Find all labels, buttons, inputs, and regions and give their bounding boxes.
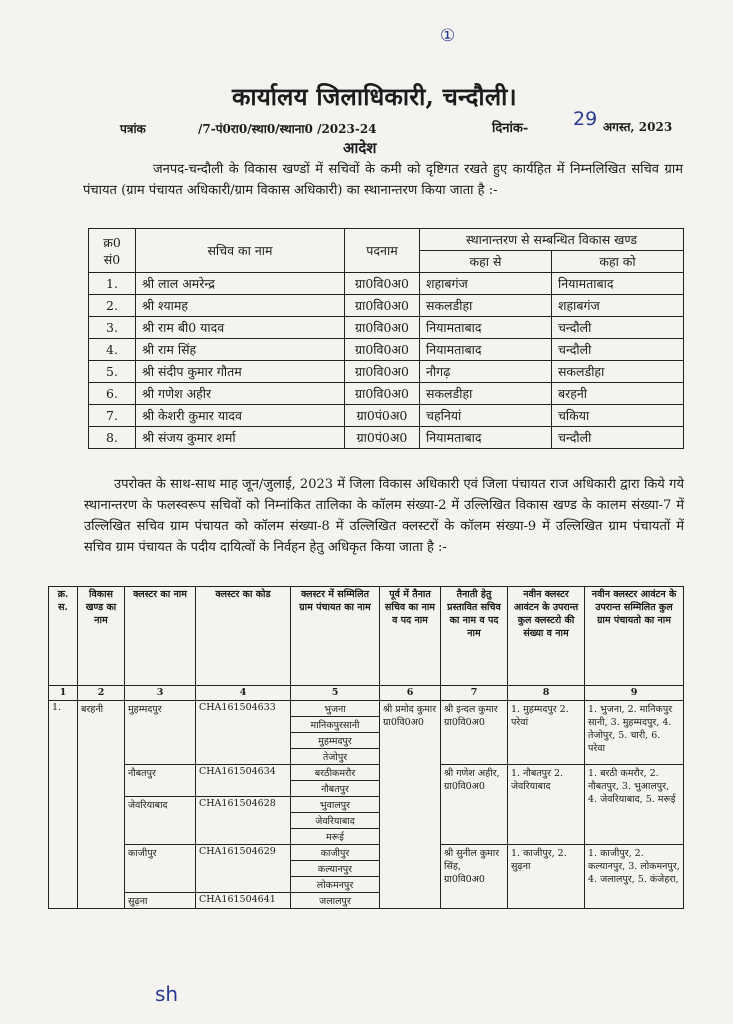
cell-cluster-name: नौबतपुर: [125, 765, 196, 797]
cluster-col-header: नवीन क्लस्टर आवंटन के उपरान्त कुल क्लस्टरो की संख्या व नाम: [508, 587, 585, 686]
cluster-col-header: क्लस्टर में सम्मिलित ग्राम पंचायत का नाम: [291, 587, 380, 686]
table-row: [89, 273, 684, 295]
cell-from: नौगढ़: [420, 361, 552, 383]
cell-panchayat: जेवरियाबाद: [291, 813, 380, 829]
cell-panchayat: जलालपुर: [291, 893, 380, 909]
table-row: [89, 427, 684, 449]
cell-name: श्री संदीप कुमार गौतम: [136, 361, 345, 383]
cell-post: ग्रा0पं0अ0: [345, 427, 420, 449]
cell-panchayat: भुवालपुर: [291, 797, 380, 813]
table-row: [89, 317, 684, 339]
cluster-table: [48, 586, 684, 909]
cell-cluster-code: CHA161504633: [196, 701, 291, 765]
cell-from: चहनियां: [420, 405, 552, 427]
col-sr: क्र0 सं0: [89, 229, 136, 273]
cell-name: श्री केशरी कुमार यादव: [136, 405, 345, 427]
cell-to: चन्दौली: [551, 427, 683, 449]
cell-panchayat: मरूई: [291, 829, 380, 845]
cluster-table-body: [49, 701, 684, 909]
cell-from: सकलडीहा: [420, 383, 552, 405]
cluster-col-header: तैनाती हेतु प्रस्तावित सचिव का नाम व पद नाम: [441, 587, 508, 686]
cell-name: श्री राम बी0 यादव: [136, 317, 345, 339]
table-row: [49, 765, 684, 781]
cluster-table-header: [49, 587, 684, 686]
cell-sr: 1.: [49, 701, 78, 909]
cell-panchayat: मुहम्मदपुर: [291, 733, 380, 749]
cluster-table-col-numbers: [49, 686, 684, 701]
page-number: ①: [440, 26, 456, 46]
col-to: कहा को: [551, 251, 683, 273]
cell-panchayat: मानिकपुरसानी: [291, 717, 380, 733]
table-row: [49, 701, 684, 717]
cell-secretary: श्री सुनील कुमार सिंह, ग्रा0वि0अ0: [441, 845, 508, 909]
date-day-handwritten: 29: [573, 108, 598, 130]
col-post: पदनाम: [345, 229, 420, 273]
cell-cluster-name: मुहम्मदपुर: [125, 701, 196, 765]
col-number: 8: [508, 686, 585, 701]
cell-prev-secretary: श्री प्रमोद कुमार ग्रा0वि0अ0: [380, 701, 441, 909]
col-block: स्थानान्तरण से सम्बन्धित विकास खण्ड: [420, 229, 684, 251]
cell-panchayat: लोकमनपुर: [291, 877, 380, 893]
cell-post: ग्रा0वि0अ0: [345, 339, 420, 361]
col-name: सचिव का नाम: [136, 229, 345, 273]
cell-sr: 8.: [89, 427, 136, 449]
intro-paragraph: जनपद-चन्दौली के विकास खण्डों में सचिवों के कमी को दृष्टिगत रखते हुए कार्यहित में निम्नलिखित सचिव ग्राम पंचायत (ग्राम पंचायत अधिकारी/ग्राम विकास अधिकारी) का स्थानान्तरण किया जाता है :-: [83, 162, 683, 198]
cell-name: श्री गणेश अहीर: [136, 383, 345, 405]
table-row: [49, 845, 684, 861]
cell-panchayats-summary: 1. बरठी कमरौर, 2. नौबतपुर, 3. भुआलपुर, 4. जेवरियाबाद, 5. मरूई: [585, 765, 684, 845]
signature: sh: [155, 982, 179, 1006]
cell-from: नियामताबाद: [420, 427, 552, 449]
cell-cluster-name: काजीपुर: [125, 845, 196, 893]
cell-post: ग्रा0वि0अ0: [345, 383, 420, 405]
col-from: कहा से: [420, 251, 552, 273]
cluster-col-header: क्लस्टर का कोड: [196, 587, 291, 686]
cell-panchayat: कल्यानपुर: [291, 861, 380, 877]
ref-number: /7-पं0रा0/स्था0/स्थाना0 /2023-24: [198, 122, 377, 136]
cell-clusters-summary: 1. काजीपुर, 2. सुढ़ना: [508, 845, 585, 909]
cell-panchayat: काजीपुर: [291, 845, 380, 861]
ref-label: पत्रांक: [120, 122, 146, 136]
cell-panchayat: भुजना: [291, 701, 380, 717]
cell-block: बरहनी: [78, 701, 125, 909]
cluster-col-header: पूर्व में तैनात सचिव का नाम व पद नाम: [380, 587, 441, 686]
col-number: 5: [291, 686, 380, 701]
cell-sr: 3.: [89, 317, 136, 339]
col-number: 6: [380, 686, 441, 701]
office-title: कार्यालय जिलाधिकारी, चन्दौली।: [232, 82, 517, 111]
cell-name: श्री लाल अमरेन्द्र: [136, 273, 345, 295]
cell-sr: 1.: [89, 273, 136, 295]
table-row: [89, 339, 684, 361]
cell-sr: 7.: [89, 405, 136, 427]
table-row: [89, 405, 684, 427]
cell-cluster-name: जेवरियाबाद: [125, 797, 196, 845]
date-month-year: अगस्त, 2023: [603, 120, 673, 134]
cell-sr: 4.: [89, 339, 136, 361]
cell-post: ग्रा0वि0अ0: [345, 295, 420, 317]
cell-post: ग्रा0वि0अ0: [345, 273, 420, 295]
cell-secretary: श्री गणेश अहीर, ग्रा0वि0अ0: [441, 765, 508, 845]
table-row: [89, 361, 684, 383]
col-number: 9: [585, 686, 684, 701]
order-heading: आदेश: [343, 139, 377, 157]
cell-panchayat: तेजोपुर: [291, 749, 380, 765]
cluster-col-header: क्लस्टर का नाम: [125, 587, 196, 686]
cell-from: शहाबगंज: [420, 273, 552, 295]
col-number: 7: [441, 686, 508, 701]
cell-cluster-code: CHA161504628: [196, 797, 291, 845]
cell-panchayats-summary: 1. काजीपुर, 2. कल्यानपुर, 3. लोकमनपुर, 4. जलालपुर, 5. कंजेहरा,: [585, 845, 684, 909]
transfer-table: [88, 228, 684, 449]
col-number: 4: [196, 686, 291, 701]
cell-cluster-code: CHA161504629: [196, 845, 291, 893]
transfer-table-body: [89, 273, 684, 449]
cell-from: नियामताबाद: [420, 339, 552, 361]
cell-to: शहाबगंज: [551, 295, 683, 317]
cell-to: सकलडीहा: [551, 361, 683, 383]
cell-to: नियामताबाद: [551, 273, 683, 295]
col-number: 1: [49, 686, 78, 701]
cell-clusters-summary: 1. मुहम्मदपुर 2. परेवां: [508, 701, 585, 765]
cell-to: बरहनी: [551, 383, 683, 405]
cell-to: चन्दौली: [551, 317, 683, 339]
date-label: दिनांक-: [492, 121, 529, 136]
cell-clusters-summary: 1. नौबतपुर 2. जेवरियाबाद: [508, 765, 585, 845]
cluster-col-header: नवीन क्लस्टर आवंटन के उपरान्त सम्मिलित कुल ग्राम पंचायतो का नाम: [585, 587, 684, 686]
cluster-col-header: विकास खण्ड का नाम: [78, 587, 125, 686]
cell-panchayat: नौबतपुर: [291, 781, 380, 797]
cell-secretary: श्री इन्दल कुमार ग्रा0वि0अ0: [441, 701, 508, 765]
cell-name: श्री श्यामह: [136, 295, 345, 317]
table-row: [89, 295, 684, 317]
cell-sr: 2.: [89, 295, 136, 317]
cell-sr: 5.: [89, 361, 136, 383]
cell-post: ग्रा0वि0अ0: [345, 317, 420, 339]
cell-cluster-code: CHA161504641: [196, 893, 291, 909]
cluster-col-header: क्र. स.: [49, 587, 78, 686]
cell-post: ग्रा0पं0अ0: [345, 405, 420, 427]
cell-cluster-name: सुढ़ना: [125, 893, 196, 909]
table-row: [89, 383, 684, 405]
cell-post: ग्रा0वि0अ0: [345, 361, 420, 383]
cell-to: चन्दौली: [551, 339, 683, 361]
second-paragraph: उपरोक्त के साथ-साथ माह जून/जुलाई, 2023 में जिला विकास अधिकारी एवं जिला पंचायत राज अधिकारी द्वारा किये गये स्थानान्तरण के फलस्वरूप सचिवों को निम्नांकित तालिका के कॉलम संख्या-2 में उल्लिखित विकास खण्ड के कालम संख्या-7 में उल्लिखित सचिव ग्राम पंचायत को कॉलम संख्या-8 में उल्लिखित क्लस्टरों के कॉलम संख्या-9 में उल्लिखित ग्राम पंचायतों में सचिव ग्राम पंचायत के पदीय दायित्वों के निर्वहन हेतु अधिकृत किया जाता है :-: [84, 477, 684, 555]
cell-panchayat: बरठीकमरौर: [291, 765, 380, 781]
cell-name: श्री राम सिंह: [136, 339, 345, 361]
col-number: 3: [125, 686, 196, 701]
cell-cluster-code: CHA161504634: [196, 765, 291, 797]
cell-panchayats-summary: 1. भुजना, 2. मानिकपुर सानी, 3. मुहम्मदपुर, 4. तेजोपुर, 5. चारी, 6. परेवा: [585, 701, 684, 765]
cell-to: चकिया: [551, 405, 683, 427]
col-number: 2: [78, 686, 125, 701]
cell-name: श्री संजय कुमार शर्मा: [136, 427, 345, 449]
cell-sr: 6.: [89, 383, 136, 405]
cell-from: सकलडीहा: [420, 295, 552, 317]
cell-from: नियामताबाद: [420, 317, 552, 339]
